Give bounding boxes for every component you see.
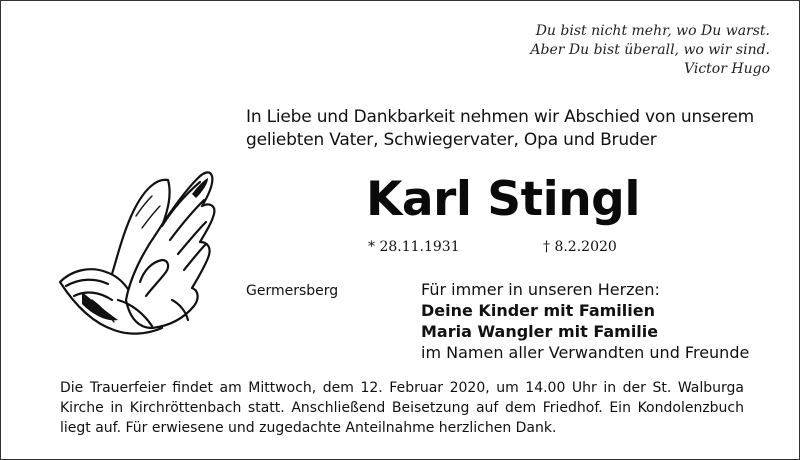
deceased-name: Karl Stingl (366, 172, 640, 227)
quote-line-1: Du bist nicht mehr, wo Du warst. (535, 23, 770, 39)
quote-author: Victor Hugo (684, 61, 770, 77)
mourners-line-1: Für immer in unseren Herzen: (421, 280, 660, 299)
intro-text (246, 106, 754, 152)
death-date: † 8.2.2020 (543, 239, 617, 255)
mourners-line-4: im Namen aller Verwandten und Freunde (421, 343, 750, 362)
mourners-line-3: Maria Wangler mit Familie (421, 322, 659, 341)
quote-line-2: Aber Du bist überall, wo wir sind. (530, 42, 770, 58)
birth-date: * 28.11.1931 (368, 239, 460, 255)
intro-line-2: geliebten Vater, Schwiegervater, Opa und Bruder (246, 130, 657, 150)
epigraph-quote (530, 22, 770, 79)
praying-hands-icon (52, 150, 228, 350)
intro-line-1: In Liebe und Dankbarkeit nehmen wir Abschied von unserem (246, 107, 754, 127)
service-announcement: Die Trauerfeier findet am Mittwoch, dem 12. Februar 2020, um 14.00 Uhr in der St. Walburga Kirche in Kirchröttenbach statt. Anschließend Beisetzung auf dem Friedhof. Ein Kondolenzbuch liegt auf. Für erwiesene und zugedachte Anteilnahme herzlichen Dank. (60, 380, 744, 436)
mourners-block (421, 279, 749, 363)
mourners-line-2: Deine Kinder mit Familien (421, 301, 655, 320)
place-name: Germersberg (246, 283, 339, 299)
